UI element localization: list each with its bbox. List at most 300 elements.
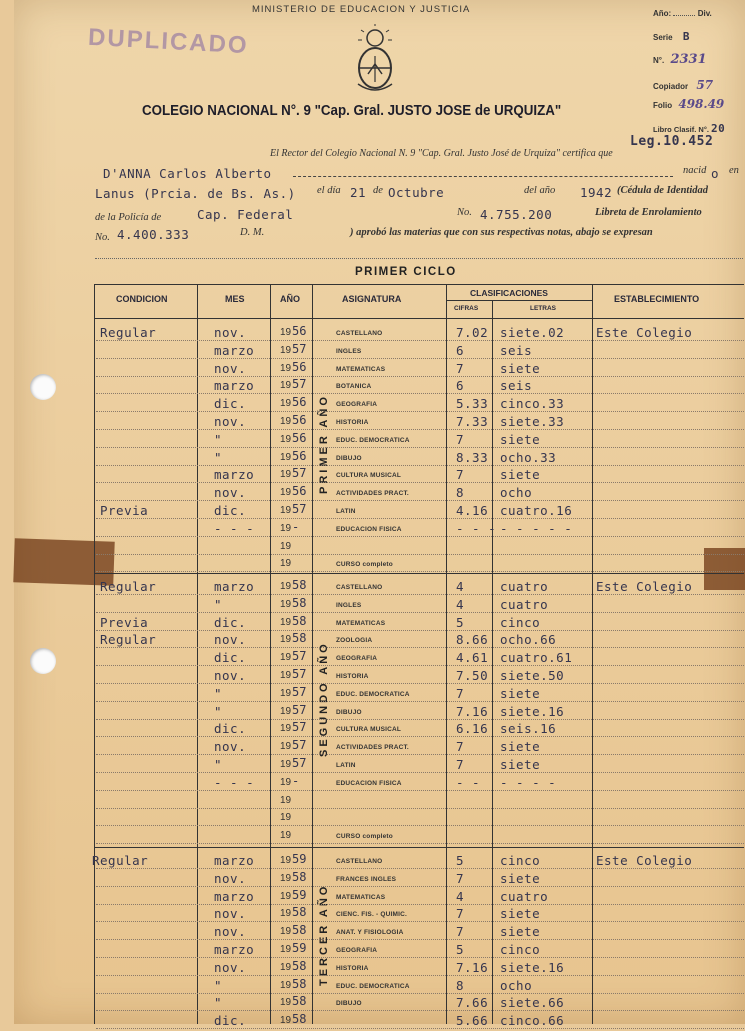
cell-letras: - - - - <box>500 774 557 790</box>
cell-mes: " <box>214 449 223 465</box>
cell-ano-prefix: 19 <box>280 634 292 646</box>
cell-mes: dic. <box>214 650 247 666</box>
cell-letras: ocho <box>500 977 533 993</box>
block-separator <box>94 573 744 574</box>
cell-establecimiento: Este Colegio <box>596 325 693 340</box>
cell-asignatura: HISTORIA <box>336 673 369 680</box>
cell-asignatura: GEOGRAFIA <box>336 655 378 663</box>
cell-letras: siete.16 <box>500 703 565 719</box>
cell-ano: 56 <box>292 430 307 445</box>
cell-asignatura: MATEMATICAS <box>336 893 386 901</box>
cell-ano-prefix: 19 <box>280 540 292 552</box>
numero-field <box>653 52 707 67</box>
section-title: PRIMER CICLO <box>355 266 457 278</box>
cell-ano: 57 <box>292 720 307 735</box>
cell-letras: cuatro <box>500 888 549 904</box>
cell-ano: 58 <box>292 994 307 1009</box>
cell-letras: - - - - - <box>500 520 573 536</box>
cell-mes: " <box>214 977 223 993</box>
nacido-label: nacid <box>683 165 707 176</box>
cell-ano: 56 <box>292 484 307 499</box>
certificate-intro: El Rector del Colegio Nacional N. 9 "Cap. Gral. Justo José de Urquiza" certifica que <box>270 148 613 159</box>
cell-mes: marzo <box>214 853 255 868</box>
cell-ano-prefix: 19 <box>280 705 292 717</box>
cell-letras: siete <box>500 870 541 886</box>
table-row <box>0 343 745 361</box>
cell-ano-prefix: 19 <box>280 362 292 374</box>
cell-letras: siete.02 <box>500 325 565 340</box>
table-row <box>0 650 745 668</box>
cell-mes: nov. <box>214 414 247 429</box>
cert-line-policia <box>95 207 745 225</box>
cell-mes: nov. <box>214 739 247 755</box>
cell-asignatura: CURSO completo <box>336 561 393 569</box>
cell-ano: 57 <box>292 502 307 516</box>
table-row <box>0 539 745 557</box>
cell-ano-prefix: 19 <box>280 616 292 628</box>
del-ano-label: del año <box>524 185 556 196</box>
cell-letras: siete <box>500 739 541 755</box>
table-row <box>0 739 745 757</box>
cell-asignatura: DIBUJO <box>336 1000 362 1008</box>
ano-label: Año: <box>653 9 672 18</box>
col-header-mes: MES <box>225 294 245 304</box>
nacido-suffix: o <box>711 166 720 181</box>
cell-ano: - <box>292 519 300 534</box>
cell-letras: seis.16 <box>500 721 557 737</box>
table-row <box>0 853 745 871</box>
cell-cifras: 7 <box>456 739 465 755</box>
table-row <box>0 942 745 960</box>
table-row <box>0 828 745 846</box>
cell-ano: 56 <box>292 413 307 427</box>
cell-establecimiento: Este Colegio <box>596 853 693 868</box>
table-top-border <box>94 284 744 285</box>
cell-ano-prefix: 19 <box>280 687 292 699</box>
cert-line-libreta <box>95 227 745 245</box>
folio-label: Folio <box>653 101 673 110</box>
cedula-no-label: No. <box>457 207 472 218</box>
cell-ano-prefix: 19 <box>280 872 292 884</box>
cell-ano-prefix: 19 <box>280 344 292 356</box>
copiador-value: 57 <box>696 78 714 92</box>
copiador-label: Copiador <box>653 82 689 91</box>
cell-cifras: 7 <box>456 906 465 922</box>
ano-field <box>653 9 712 18</box>
cell-ano-prefix: 19 <box>280 558 292 570</box>
cell-asignatura: EDUC. DEMOCRATICA <box>336 982 410 990</box>
cell-ano: 58 <box>292 1012 307 1027</box>
cell-mes: marzo <box>214 467 255 483</box>
table-row <box>0 432 745 450</box>
de-label: de <box>373 185 383 196</box>
cell-asignatura: INGLES <box>336 347 362 355</box>
cell-cifras: 7 <box>456 431 465 447</box>
cell-ano: 58 <box>292 923 307 938</box>
cell-mes: dic. <box>214 721 247 737</box>
cert-line-birth <box>95 185 745 203</box>
cell-mes: " <box>214 685 223 701</box>
table-row <box>0 668 745 686</box>
cell-condicion: Regular <box>100 325 157 340</box>
cell-letras: ocho.66 <box>500 632 557 648</box>
table-row <box>0 325 745 343</box>
cell-ano: 57 <box>292 466 307 481</box>
cell-ano-prefix: 19 <box>280 855 292 866</box>
cell-ano: 57 <box>292 702 307 717</box>
cell-condicion: Previa <box>100 614 149 630</box>
cell-asignatura: DIBUJO <box>336 454 362 462</box>
cell-cifras: 5 <box>456 614 465 630</box>
cell-mes: marzo <box>214 378 255 394</box>
cell-ano-prefix: 19 <box>280 794 292 806</box>
closing-text: ) aprobó las materias que con sus respectivas notas, abajo se expresan <box>350 227 653 238</box>
cell-cifras: 4.16 <box>456 503 489 518</box>
cell-ano-prefix: 19 <box>280 723 292 735</box>
cell-mes: dic. <box>214 396 247 412</box>
cell-ano: 56 <box>292 448 307 463</box>
cell-condicion: Regular <box>92 853 149 868</box>
cell-asignatura: GEOGRAFIA <box>336 947 378 954</box>
cell-letras: siete.66 <box>500 995 565 1011</box>
cell-ano-prefix: 19 <box>280 505 292 516</box>
cell-ano-prefix: 19 <box>280 398 292 410</box>
libreta-no-label: No. <box>95 232 110 243</box>
table-row <box>0 960 745 978</box>
cell-letras: siete <box>500 431 541 447</box>
cell-asignatura: ACTIVIDADES PRACT. <box>336 490 409 498</box>
table-row <box>0 978 745 996</box>
cell-ano: - <box>292 773 300 788</box>
cell-ano-prefix: 19 <box>280 926 292 938</box>
cell-ano-prefix: 19 <box>280 741 292 753</box>
cell-ano: 58 <box>292 958 307 973</box>
cell-ano: 57 <box>292 649 307 664</box>
cell-ano: 58 <box>292 613 307 628</box>
cell-ano-prefix: 19 <box>280 812 292 824</box>
cell-mes: " <box>214 431 223 447</box>
table-row <box>0 686 745 704</box>
cell-condicion: Previa <box>100 503 149 518</box>
cell-asignatura: CIENC. FIS. - QUIMIC. <box>336 911 408 919</box>
col-header-letras: LETRAS <box>530 305 556 312</box>
cell-ano-prefix: 19 <box>280 652 292 664</box>
table-row <box>0 450 745 468</box>
cell-mes: dic. <box>214 503 247 518</box>
school-title: COLEGIO NACIONAL N°. 9 "Cap. Gral. JUSTO JOSE de URQUIZA" <box>142 103 562 119</box>
cell-asignatura: LATIN <box>336 762 356 769</box>
cell-asignatura: HISTORIA <box>336 419 369 426</box>
cell-ano-prefix: 19 <box>280 433 292 445</box>
table-row <box>0 485 745 503</box>
cell-cifras: - - - <box>456 520 497 536</box>
cedula-number: 4.755.200 <box>480 207 553 222</box>
cell-cifras: 7.02 <box>456 325 489 340</box>
cell-cifras: 7.16 <box>456 703 489 719</box>
cell-ano-prefix: 19 <box>280 670 292 681</box>
col-header-establecimiento: ESTABLECIMIENTO <box>614 294 700 304</box>
dm-label: D. M. <box>240 227 265 238</box>
blank-rule <box>95 258 743 259</box>
table-row <box>0 889 745 907</box>
libro-value: 20 <box>711 122 726 135</box>
cell-letras: seis <box>500 378 533 394</box>
table-row <box>0 615 745 633</box>
cell-mes: nov. <box>214 360 247 376</box>
cell-ano-prefix: 19 <box>280 451 292 463</box>
cell-letras: siete.50 <box>500 668 565 683</box>
folio-field <box>653 97 724 111</box>
cell-letras: cuatro <box>500 596 549 612</box>
table-row <box>0 597 745 615</box>
cell-ano: 58 <box>292 869 307 884</box>
cell-cifras: 7 <box>456 467 465 483</box>
numero-label: N°. <box>653 56 665 65</box>
col-header-ano: AÑO <box>280 294 300 304</box>
cell-ano-prefix: 19 <box>280 380 292 392</box>
cell-cifras: 4 <box>456 888 465 904</box>
cell-ano: 56 <box>292 359 307 374</box>
cell-asignatura: HISTORIA <box>336 964 369 972</box>
cert-line-name <box>103 165 743 183</box>
cell-asignatura: CASTELLANO <box>336 330 383 337</box>
table-row <box>0 361 745 379</box>
cell-cifras: 4 <box>456 596 465 612</box>
cell-letras: cuatro.61 <box>500 650 573 666</box>
cell-cifras: 7 <box>456 870 465 886</box>
cell-ano: 59 <box>292 941 307 955</box>
cell-letras: ocho <box>500 485 533 501</box>
div-label: Div. <box>697 9 712 18</box>
cell-asignatura: CASTELLANO <box>336 584 383 591</box>
cell-ano: 58 <box>292 905 307 920</box>
cell-cifras: 7.66 <box>456 995 489 1011</box>
cell-mes: - - - <box>214 520 255 536</box>
cell-ano-prefix: 19 <box>280 961 292 973</box>
cell-ano-prefix: 19 <box>280 598 292 610</box>
cell-ano: 57 <box>292 667 307 681</box>
cell-ano: 57 <box>292 341 307 356</box>
birth-day: 21 <box>350 185 367 200</box>
table-row <box>0 1013 745 1031</box>
cell-asignatura: CURSO completo <box>336 833 393 841</box>
libreta-number: 4.400.333 <box>117 227 190 242</box>
table-row <box>0 721 745 739</box>
cell-ano: 57 <box>292 738 307 753</box>
cell-ano-prefix: 19 <box>280 1015 292 1027</box>
cell-mes: nov. <box>214 906 247 922</box>
cell-letras: siete <box>500 757 541 772</box>
table-row <box>0 467 745 485</box>
cell-mes: " <box>214 757 223 772</box>
table-row <box>0 396 745 414</box>
cell-cifras: 8.33 <box>456 449 489 465</box>
cell-mes: dic. <box>214 614 247 630</box>
table-header-bottom <box>94 318 744 319</box>
cell-asignatura: GEOGRAFIA <box>336 401 378 409</box>
cell-letras: siete <box>500 924 541 940</box>
cell-ano-prefix: 19 <box>280 908 292 920</box>
cell-ano: 56 <box>292 324 307 338</box>
birth-month: Octubre <box>388 185 445 200</box>
cell-ano-prefix: 19 <box>280 979 292 991</box>
block-separator <box>94 847 744 848</box>
clasif-sub-rule <box>446 300 592 301</box>
ministry-heading: MINISTERIO DE EDUCACION Y JUSTICIA <box>252 4 471 15</box>
cell-cifras: - - <box>456 774 481 790</box>
cell-letras: siete <box>500 360 541 376</box>
cell-asignatura: CASTELLANO <box>336 858 383 865</box>
libro-label: Libro Clasif. N°. <box>653 125 709 134</box>
cell-asignatura: MATEMATICAS <box>336 365 386 373</box>
cell-ano-prefix: 19 <box>280 581 292 592</box>
serie-value: B <box>682 30 690 43</box>
cell-asignatura: INGLES <box>336 601 362 609</box>
cell-ano-prefix: 19 <box>280 416 292 427</box>
cell-ano: 57 <box>292 377 307 392</box>
cell-ano-prefix: 19 <box>280 997 292 1009</box>
cell-cifras: 8 <box>456 977 465 993</box>
cell-letras: siete <box>500 685 541 701</box>
cell-mes: nov. <box>214 325 247 340</box>
cell-letras: siete.16 <box>500 959 565 975</box>
cell-ano: 56 <box>292 395 307 410</box>
cell-letras: cinco.66 <box>500 1013 565 1029</box>
cell-asignatura: FRANCES INGLES <box>336 875 397 883</box>
cell-mes: - - - <box>214 774 255 790</box>
col-header-asignatura: ASIGNATURA <box>342 294 402 304</box>
en-label: en <box>729 165 739 176</box>
cell-ano-prefix: 19 <box>280 944 292 955</box>
legajo-number: Leg.10.452 <box>630 134 714 149</box>
policia-label: de la Policía de <box>95 212 162 223</box>
col-header-cifras: CIFRAS <box>454 305 479 312</box>
cell-letras: cuatro <box>500 579 549 594</box>
cell-mes: nov. <box>214 870 247 886</box>
cell-letras: siete.33 <box>500 414 565 429</box>
policia-value: Cap. Federal <box>197 207 294 222</box>
cell-ano: 58 <box>292 595 307 610</box>
cell-ano-prefix: 19 <box>280 890 292 902</box>
cell-letras: seis <box>500 342 533 358</box>
cell-ano-prefix: 19 <box>280 522 292 534</box>
cell-asignatura: EDUCACION FISICA <box>336 779 402 787</box>
cedula-label: (Cédula de Identidad <box>617 185 708 196</box>
cell-mes: nov. <box>214 959 247 975</box>
cell-letras: cinco <box>500 614 541 630</box>
table-row <box>0 924 745 942</box>
cell-mes: nov. <box>214 924 247 940</box>
cell-cifras: 5.33 <box>456 396 489 412</box>
cell-ano-prefix: 19 <box>280 776 292 788</box>
table-row <box>0 704 745 722</box>
serie-field <box>653 30 690 43</box>
cell-cifras: 7 <box>456 924 465 940</box>
cell-ano: 57 <box>292 684 307 699</box>
cell-mes: " <box>214 596 223 612</box>
table-row <box>0 556 745 574</box>
birth-year: 1942 <box>580 185 613 200</box>
cell-asignatura: ZOOLOGIA <box>336 637 373 645</box>
numero-value: 2331 <box>670 52 707 67</box>
cell-cifras: 6 <box>456 342 465 358</box>
cell-ano-prefix: 19 <box>280 469 292 481</box>
table-row <box>0 871 745 889</box>
cell-letras: ocho.33 <box>500 449 557 465</box>
cell-ano-prefix: 19 <box>280 830 292 842</box>
table-row <box>0 810 745 828</box>
cell-asignatura: ACTIVIDADES PRACT. <box>336 744 409 752</box>
cell-ano: 58 <box>292 578 307 592</box>
cell-letras: siete <box>500 467 541 483</box>
cell-letras: siete <box>500 906 541 922</box>
cell-cifras: 7.16 <box>456 959 489 975</box>
cell-mes: nov. <box>214 632 247 648</box>
cell-cifras: 7 <box>456 757 465 772</box>
libreta-label: Libreta de Enrolamiento <box>595 207 702 218</box>
duplicado-stamp: DUPLICADO <box>87 23 250 60</box>
serie-label: Serie <box>653 33 673 42</box>
block-year-label: SEGUNDO AÑO <box>318 640 330 757</box>
birth-place: Lanus (Prcia. de Bs. As.) <box>95 186 296 201</box>
cell-mes: marzo <box>214 888 255 904</box>
el-dia-label: el día <box>317 185 341 196</box>
cell-ano: 59 <box>292 887 307 902</box>
cell-establecimiento: Este Colegio <box>596 579 693 594</box>
table-row <box>0 995 745 1013</box>
cell-cifras: 5.66 <box>456 1013 489 1029</box>
cell-mes: marzo <box>214 579 255 594</box>
cell-cifras: 7.50 <box>456 668 489 683</box>
cell-cifras: 5 <box>456 853 465 868</box>
col-header-condicion: CONDICION <box>116 294 168 304</box>
table-row <box>0 503 745 521</box>
cell-ano-prefix: 19 <box>280 487 292 499</box>
table-row <box>0 414 745 432</box>
block-year-label: TERCER AÑO <box>318 883 330 986</box>
cell-asignatura: CULTURA MUSICAL <box>336 472 402 480</box>
cell-asignatura: ANAT. Y FISIOLOGIA <box>336 929 404 937</box>
cell-asignatura: EDUCACION FISICA <box>336 525 402 533</box>
cell-ano: 58 <box>292 631 307 646</box>
cell-asignatura: MATEMATICAS <box>336 619 386 627</box>
cell-mes: nov. <box>214 485 247 501</box>
cell-mes: " <box>214 703 223 719</box>
cell-cifras: 6 <box>456 378 465 394</box>
cell-cifras: 7.33 <box>456 414 489 429</box>
cell-condicion: Regular <box>100 632 157 648</box>
cell-cifras: 8.66 <box>456 632 489 648</box>
table-row <box>0 757 745 775</box>
cell-asignatura: BOTANICA <box>336 383 372 391</box>
cell-asignatura: CULTURA MUSICAL <box>336 726 402 734</box>
student-name: D'ANNA Carlos Alberto <box>103 166 272 181</box>
table-row <box>0 579 745 597</box>
cell-asignatura: DIBUJO <box>336 708 362 716</box>
cell-ano: 59 <box>292 852 307 866</box>
table-row <box>0 775 745 793</box>
coat-of-arms-emblem <box>350 24 400 94</box>
cell-ano-prefix: 19 <box>280 327 292 338</box>
cell-cifras: 8 <box>456 485 465 501</box>
table-row <box>0 632 745 650</box>
block-year-label: PRIMER AÑO <box>318 393 330 494</box>
folio-value: 498.49 <box>678 97 725 111</box>
cell-letras: cinco <box>500 853 541 868</box>
cell-cifras: 6.16 <box>456 721 489 737</box>
cell-mes: dic. <box>214 1013 247 1029</box>
cell-cifras: 7 <box>456 685 465 701</box>
